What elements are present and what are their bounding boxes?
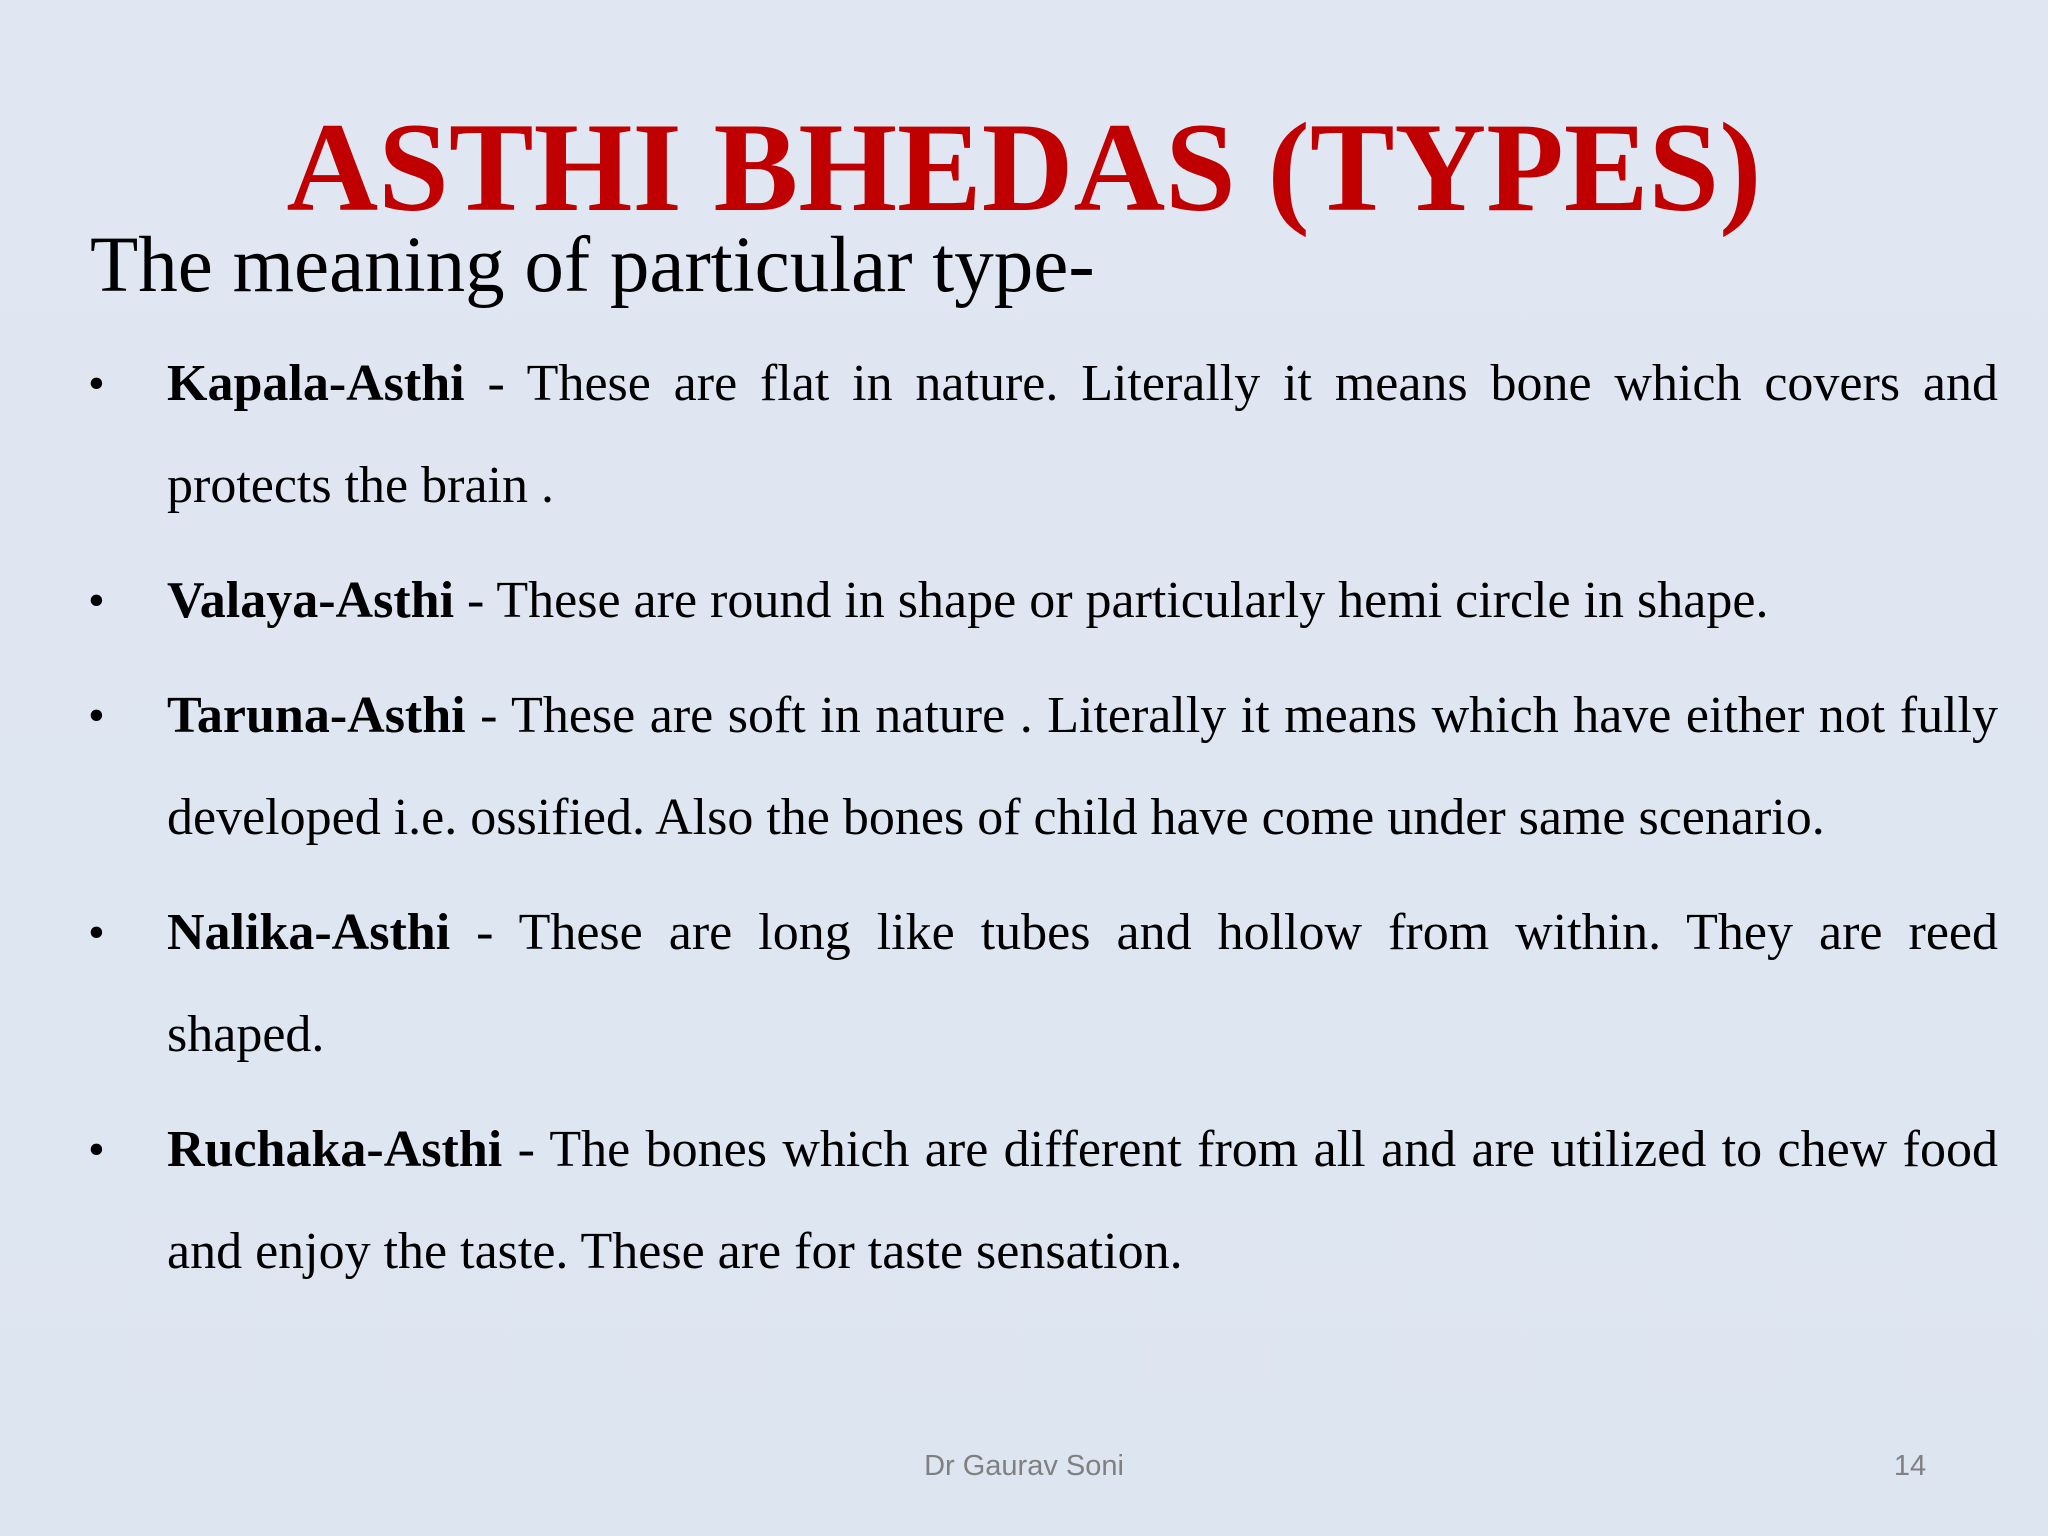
list-item-nalika-asthi [88, 882, 1998, 1086]
bone-types-list [88, 333, 1998, 1316]
bullet-icon: • [88, 906, 105, 959]
slide-subtitle: The meaning of particular type- [90, 222, 1095, 309]
slide-title: ASTHI BHEDAS (TYPES) [286, 98, 1762, 238]
bullet-icon: • [88, 689, 105, 742]
page-number: 14 [1893, 1450, 1927, 1482]
list-item-valaya-asthi [88, 550, 1998, 652]
term-description: - These are flat in nature. Literally it means bone which covers and protects the brain . [167, 355, 1998, 514]
list-item-ruchaka-asthi [88, 1099, 1998, 1303]
term-label: Taruna-Asthi [167, 687, 466, 744]
bullet-icon: • [88, 357, 105, 410]
term-description: - These are round in shape or particularly hemi circle in shape. [454, 572, 1769, 629]
bullet-icon: • [88, 574, 105, 627]
term-label: Nalika-Asthi [167, 904, 451, 961]
term-description: - These are soft in nature . Literally it means which have either not fully developed i.e. ossified. Also the bones of child have come under same scenario. [167, 687, 1998, 846]
term-description: - The bones which are different from all and are utilized to chew food and enjoy the taste. These are for taste sensation. [167, 1121, 1998, 1280]
list-item-taruna-asthi [88, 665, 1998, 869]
footer-author: Dr Gaurav Soni [924, 1450, 1124, 1482]
bullet-icon: • [88, 1123, 105, 1176]
list-item-kapala-asthi [88, 333, 1998, 537]
term-label: Kapala-Asthi [167, 355, 465, 412]
term-label: Ruchaka-Asthi [167, 1121, 503, 1178]
term-label: Valaya-Asthi [167, 572, 455, 629]
term-description: - These are long like tubes and hollow from within. They are reed shaped. [167, 904, 1998, 1063]
